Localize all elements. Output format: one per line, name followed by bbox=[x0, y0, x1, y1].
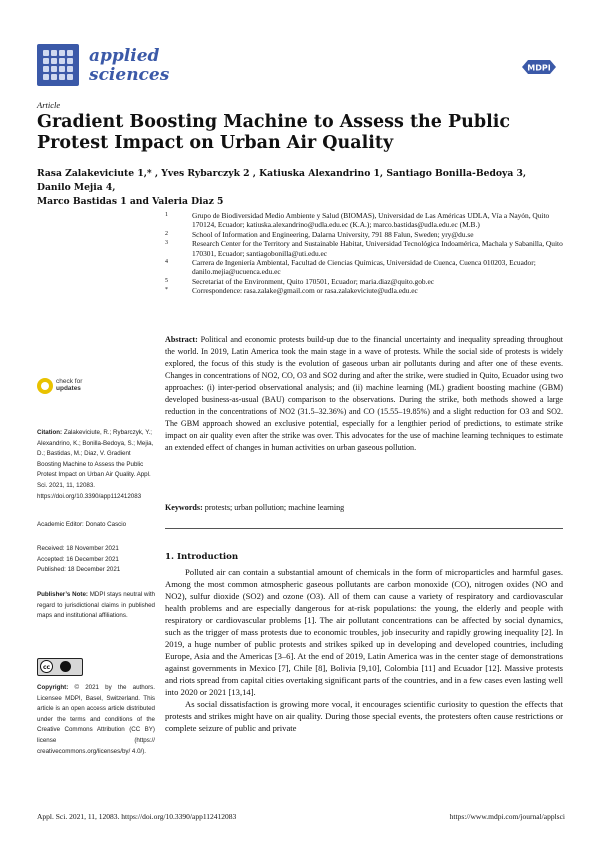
abstract-text: Political and economic protests build-up due to the financial uncertainty and inequality spreading throughout the world. In 2019, Latin America took the main stage in a wave of protests. While the social side of protests is widely explored, the focus of this study is the evolution of gaseous urban air pollutants during and after one of these events. Changes in concentrations of NO2, CO, O3 and SO2 during and after the strike, were studied in Quito, Ecuador using two approaches: (i) inter-period observational analysis; and (ii) machine learning (ML) gradient boosting machine (GBM) developed business-as-usual (BAU) comparison to the observations. During the strike, both methods showed a large reduction in the concentrations of NO2 (31.5–32.36%) and CO (15.55–19.85%) and a slight reduction for O3 and SO2. The GBM approach showed an exclusive potential, especially for a lengthier period of predictions, to estimate strike impact on air quality even after the strike was over. This advocates for the use of machine learning techniques to estimate an extended effect of changes in human activities on urban gaseous pollution. bbox=[165, 335, 563, 453]
affiliation-text: Carrera de Ingeniería Ambiental, Facultad de Ciencias Químicas, Universidad de Cuenca, Cuenca 010203, Ecuador; danilo.mejia@ucuenca.edu.ec bbox=[192, 258, 536, 277]
academic-editor: Academic Editor: Donato Cascio bbox=[37, 521, 127, 528]
received-date: Received: 18 November 2021 bbox=[37, 545, 119, 552]
affiliation-text: Correspondence: rasa.zalake@gmail.com or rasa.zalakeviciute@udla.edu.ec bbox=[192, 286, 418, 296]
paragraph: As social dissatisfaction is growing more vocal, it encourages scientific curiosity to question the effects that protests and strikes might have on air quality. During those special events, the protesters often cause restrictions or complete seizure of public and private bbox=[165, 699, 563, 733]
authors-line1 bbox=[37, 167, 562, 195]
citation-label: Citation: bbox=[37, 429, 63, 436]
publication-dates bbox=[37, 544, 155, 576]
affiliation-number: 4 bbox=[165, 259, 168, 266]
check-updates-label-1: check for bbox=[56, 378, 83, 385]
paragraph: Polluted air can contain a substantial amount of chemicals in the form of microparticles and harmful gases. Among the most common atmospheric gaseous pollutants are carbon monoxide (CO), nitrogen oxides (NO and NO2), sulfur dioxide (SO2) and ozone (O3). All of them can cause a variety of respiratory and cardiovascular health problems and are especially dangerous for at-risk populations: the young, the elderly and people with respiratory or cardiovascular problems [1]. The air pollutant concentrations can be affected by social dynamics, such as the trigger of mass protests due to economic troubles, job insecurity and rapidly growing inequality [2]. In 2019, a huge number of public protests and strikes spiked up in developing and developed countries, including Europe, Asia and the Americas [3–6]. At the end of 2019, Latin America was in the center stage of demonstrations against governments in Mexico [7], Chile [8], Bolivia [9,10], Colombia [11] and Ecuador [12]. Massive protests and riots spread from capital cities overtaking significant parts of the countries, and in a few cases even lasting well into 2020 or 2021 [13,14]. bbox=[165, 567, 563, 697]
publisher-note-label: Publisher’s Note: bbox=[37, 591, 88, 598]
copyright-text: © 2021 by the authors. Licensee MDPI, Basel, Switzerland. This article is an open access article distributed under the terms and conditions of the Creative Commons Attribution (CC BY) license (https:// creativecommons.org/licenses/by/ 4.0/). bbox=[37, 684, 155, 755]
affiliation-text: Research Center for the Territory and Sustainable Habitat, Universidad Tecnológica Indoamérica, Machala y Sabanilla, Quito 170301, Ecuador; santiagobonilla@uti.edu.ec bbox=[192, 239, 563, 258]
affiliation-text: School of Information and Engineering, Dalarna University, 791 88 Falun, Sweden; yry@du.se bbox=[192, 229, 474, 239]
affiliation-text: Grupo de Biodiversidad Medio Ambiente y Salud (BIOMAS), Universidad de Las Américas UDLA, Vía a Nayón, Quito 170124, Ecuador; katiuska.alexandrino@udla.edu.ec (K.A.); marco.bastidas@udla.edu.ec (M.B.) bbox=[192, 211, 550, 230]
citation-block bbox=[37, 428, 155, 502]
keywords bbox=[165, 503, 563, 512]
journal-name-line1: applied bbox=[89, 46, 160, 66]
copyright-notice bbox=[37, 683, 155, 757]
accepted-date: Accepted: 16 December 2021 bbox=[37, 555, 119, 563]
section-heading: 1. Introduction bbox=[165, 552, 239, 562]
citation-text: Zalakeviciute, R.; Rybarczyk, Y.; Alexandrino, K.; Bonilla-Bedoya, S.; Mejia, D.; Bastidas, M.; Diaz, V. Gradient Boosting Machine to Assess the Public Protest Impact on Urban Air Quality. Appl. Sci. 2021, 11, 12083. https://doi.org/10.3390/app112412083 bbox=[37, 429, 154, 500]
publisher-name: MDPI bbox=[527, 63, 551, 73]
affiliation-item bbox=[165, 258, 565, 277]
copyright-label: Copyright: bbox=[37, 684, 69, 691]
author-list bbox=[37, 167, 562, 209]
affiliation-number: 2 bbox=[165, 230, 168, 237]
check-updates-label-2: updates bbox=[56, 385, 81, 392]
check-for-updates-button[interactable] bbox=[37, 378, 127, 396]
affiliation-number: * bbox=[165, 287, 168, 294]
affiliation-number: 1 bbox=[165, 212, 168, 218]
affiliation-text: Secretariat of the Environment, Quito 170501, Ecuador; maria.diaz@quito.gob.ec bbox=[192, 276, 434, 286]
article-type: Article bbox=[37, 100, 61, 110]
creative-commons-by-icon[interactable] bbox=[37, 658, 83, 676]
affiliation-item bbox=[165, 277, 565, 286]
affiliation-number: 3 bbox=[165, 240, 168, 247]
authors-line2: Marco Bastidas 1 and Valeria Diaz 5 bbox=[37, 196, 224, 207]
article-title: Gradient Boosting Machine to Assess the Public Protest Impact on Urban Air Quality bbox=[37, 112, 511, 153]
affiliations bbox=[165, 211, 565, 296]
keywords-text: protests; urban pollution; machine learning bbox=[204, 503, 345, 512]
affiliation-item bbox=[165, 239, 565, 258]
by-icon bbox=[60, 661, 71, 672]
footer-citation: Appl. Sci. 2021, 11, 12083. https://doi.org/10.3390/app112412083 bbox=[37, 812, 237, 821]
journal-name bbox=[89, 47, 169, 85]
publisher-note-text: MDPI stays neutral with regard to jurisdictional claims in published maps and institutional affiliations. bbox=[37, 591, 155, 620]
keywords-label: Keywords: bbox=[165, 503, 203, 512]
published-date: Published: 18 December 2021 bbox=[37, 566, 121, 574]
introduction-body bbox=[165, 566, 563, 734]
cc-icon: cc bbox=[40, 660, 53, 673]
abstract-label: Abstract: bbox=[165, 335, 198, 344]
check-updates-icon bbox=[37, 378, 53, 394]
section-divider bbox=[165, 528, 563, 529]
mdpi-logo-icon bbox=[520, 58, 558, 76]
affiliation-item bbox=[165, 230, 565, 239]
affiliation-number: 5 bbox=[165, 277, 168, 284]
abstract bbox=[165, 334, 563, 454]
authors-line1-text: Rasa Zalakeviciute 1,* , Yves Rybarczyk 2 , Katiuska Alexandrino 1, Santiago Bonilla-Bedoya 3, Danilo Mejia 4, bbox=[37, 168, 527, 193]
footer-journal-link[interactable]: https://www.mdpi.com/journal/applsci bbox=[449, 812, 565, 821]
publisher-note bbox=[37, 590, 155, 622]
applied-sciences-logo-icon bbox=[37, 44, 79, 86]
affiliation-item bbox=[165, 286, 565, 295]
affiliation-item bbox=[165, 211, 565, 230]
journal-name-line2: sciences bbox=[89, 65, 170, 85]
